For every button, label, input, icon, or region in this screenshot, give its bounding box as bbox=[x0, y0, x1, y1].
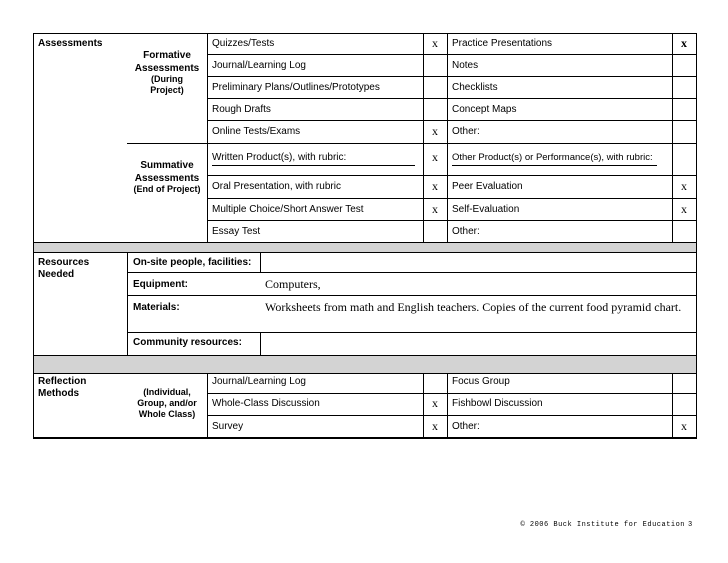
assessment-item: Online Tests/Exams bbox=[212, 126, 301, 137]
footer-copyright: © 2006 Buck Institute for Education bbox=[520, 521, 685, 529]
resources-label: Resources Needed bbox=[38, 257, 90, 280]
grid-line bbox=[423, 33, 424, 242]
formative-assessments-subtitle: (During Project) bbox=[150, 74, 184, 95]
assessment-item: Quizzes/Tests bbox=[212, 38, 275, 49]
assessment-item: Oral Presentation, with rubric bbox=[212, 181, 341, 192]
reflection-label: Reflection Methods bbox=[38, 376, 87, 399]
grid-line bbox=[207, 373, 208, 437]
assessment-item: Rough Drafts bbox=[212, 104, 271, 115]
table-border bbox=[33, 33, 697, 34]
assessment-item: Concept Maps bbox=[452, 104, 517, 115]
assessment-item: Other: bbox=[452, 126, 480, 137]
reflection-item: Survey bbox=[212, 421, 244, 432]
reflection-scope: (Individual, Group, and/or Whole Class) bbox=[137, 387, 197, 419]
grid-line bbox=[207, 76, 697, 77]
write-in-line[interactable] bbox=[212, 165, 415, 166]
grid-line bbox=[33, 242, 697, 243]
grid-line bbox=[423, 373, 424, 437]
assessment-check[interactable]: x bbox=[681, 36, 687, 50]
reflection-item: Other: bbox=[452, 421, 480, 432]
grid-line bbox=[260, 332, 261, 355]
grid-line bbox=[260, 252, 261, 272]
formative-assessments-title: Formative Assessments bbox=[134, 50, 200, 74]
reflection-item: Whole-Class Discussion bbox=[212, 398, 320, 409]
grid-line bbox=[672, 33, 673, 242]
grid-line bbox=[207, 175, 697, 176]
resource-label: Materials: bbox=[133, 302, 180, 313]
reflection-item: Focus Group bbox=[452, 376, 510, 387]
assessment-item: Other: bbox=[452, 226, 480, 237]
grid-line bbox=[33, 355, 697, 356]
resource-label: Equipment: bbox=[133, 279, 188, 290]
grid-line bbox=[207, 120, 697, 121]
assessment-item: Peer Evaluation bbox=[452, 181, 523, 192]
resource-label: On-site people, facilities: bbox=[133, 257, 252, 268]
grid-line bbox=[207, 54, 697, 55]
reflection-item: Journal/Learning Log bbox=[212, 376, 306, 387]
assessment-item: Essay Test bbox=[212, 226, 261, 237]
grid-line bbox=[207, 198, 697, 199]
assessment-item: Journal/Learning Log bbox=[212, 60, 306, 71]
assessment-check[interactable]: x bbox=[432, 179, 438, 193]
grid-line bbox=[33, 373, 697, 374]
grid-line bbox=[33, 252, 697, 253]
reflection-check[interactable]: x bbox=[432, 419, 438, 433]
section-separator bbox=[34, 242, 696, 252]
assessment-check[interactable]: x bbox=[432, 124, 438, 138]
grid-line bbox=[127, 272, 697, 273]
grid-line bbox=[207, 220, 697, 221]
resource-label: Community resources: bbox=[133, 337, 242, 348]
reflection-check[interactable]: x bbox=[681, 419, 687, 433]
assessment-check[interactable]: x bbox=[681, 179, 687, 193]
assessment-item: Written Product(s), with rubric: bbox=[212, 152, 347, 163]
grid-line bbox=[447, 373, 448, 437]
assessment-item: Preliminary Plans/Outlines/Prototypes bbox=[212, 82, 380, 93]
assessment-item: Other Product(s) or Performance(s), with rubric: bbox=[452, 152, 653, 163]
assessment-check[interactable]: x bbox=[432, 202, 438, 216]
assessments-label: Assessments bbox=[38, 38, 103, 49]
assessment-check[interactable]: x bbox=[432, 150, 438, 164]
resource-value[interactable]: Worksheets from math and English teachers. Copies of the current food pyramid chart. bbox=[265, 300, 682, 314]
assessment-item: Checklists bbox=[452, 82, 498, 93]
grid-line bbox=[127, 295, 697, 296]
assessment-item: Self-Evaluation bbox=[452, 204, 520, 215]
grid-line bbox=[127, 332, 697, 333]
assessment-item: Practice Presentations bbox=[452, 38, 553, 49]
section-separator bbox=[34, 355, 696, 373]
table-border bbox=[696, 33, 697, 439]
assessment-check[interactable]: x bbox=[681, 202, 687, 216]
grid-line bbox=[127, 252, 128, 355]
assessment-item: Multiple Choice/Short Answer Test bbox=[212, 204, 364, 215]
resource-value[interactable]: Computers, bbox=[265, 277, 321, 291]
grid-line bbox=[207, 33, 208, 242]
table-border bbox=[33, 437, 697, 439]
grid-line bbox=[127, 143, 697, 144]
assessment-item: Notes bbox=[452, 60, 479, 71]
reflection-check[interactable]: x bbox=[432, 396, 438, 410]
summative-assessments-title: Summative Assessments bbox=[134, 160, 200, 184]
grid-line bbox=[207, 415, 697, 416]
grid-line bbox=[207, 98, 697, 99]
grid-line bbox=[672, 373, 673, 437]
grid-line bbox=[447, 33, 448, 242]
summative-assessments-subtitle: (End of Project) bbox=[133, 184, 201, 194]
table-border bbox=[33, 33, 34, 439]
reflection-item: Fishbowl Discussion bbox=[452, 398, 543, 409]
assessment-check[interactable]: x bbox=[432, 36, 438, 50]
write-in-line[interactable] bbox=[452, 165, 657, 166]
page-number: 3 bbox=[688, 521, 693, 529]
grid-line bbox=[207, 393, 697, 394]
